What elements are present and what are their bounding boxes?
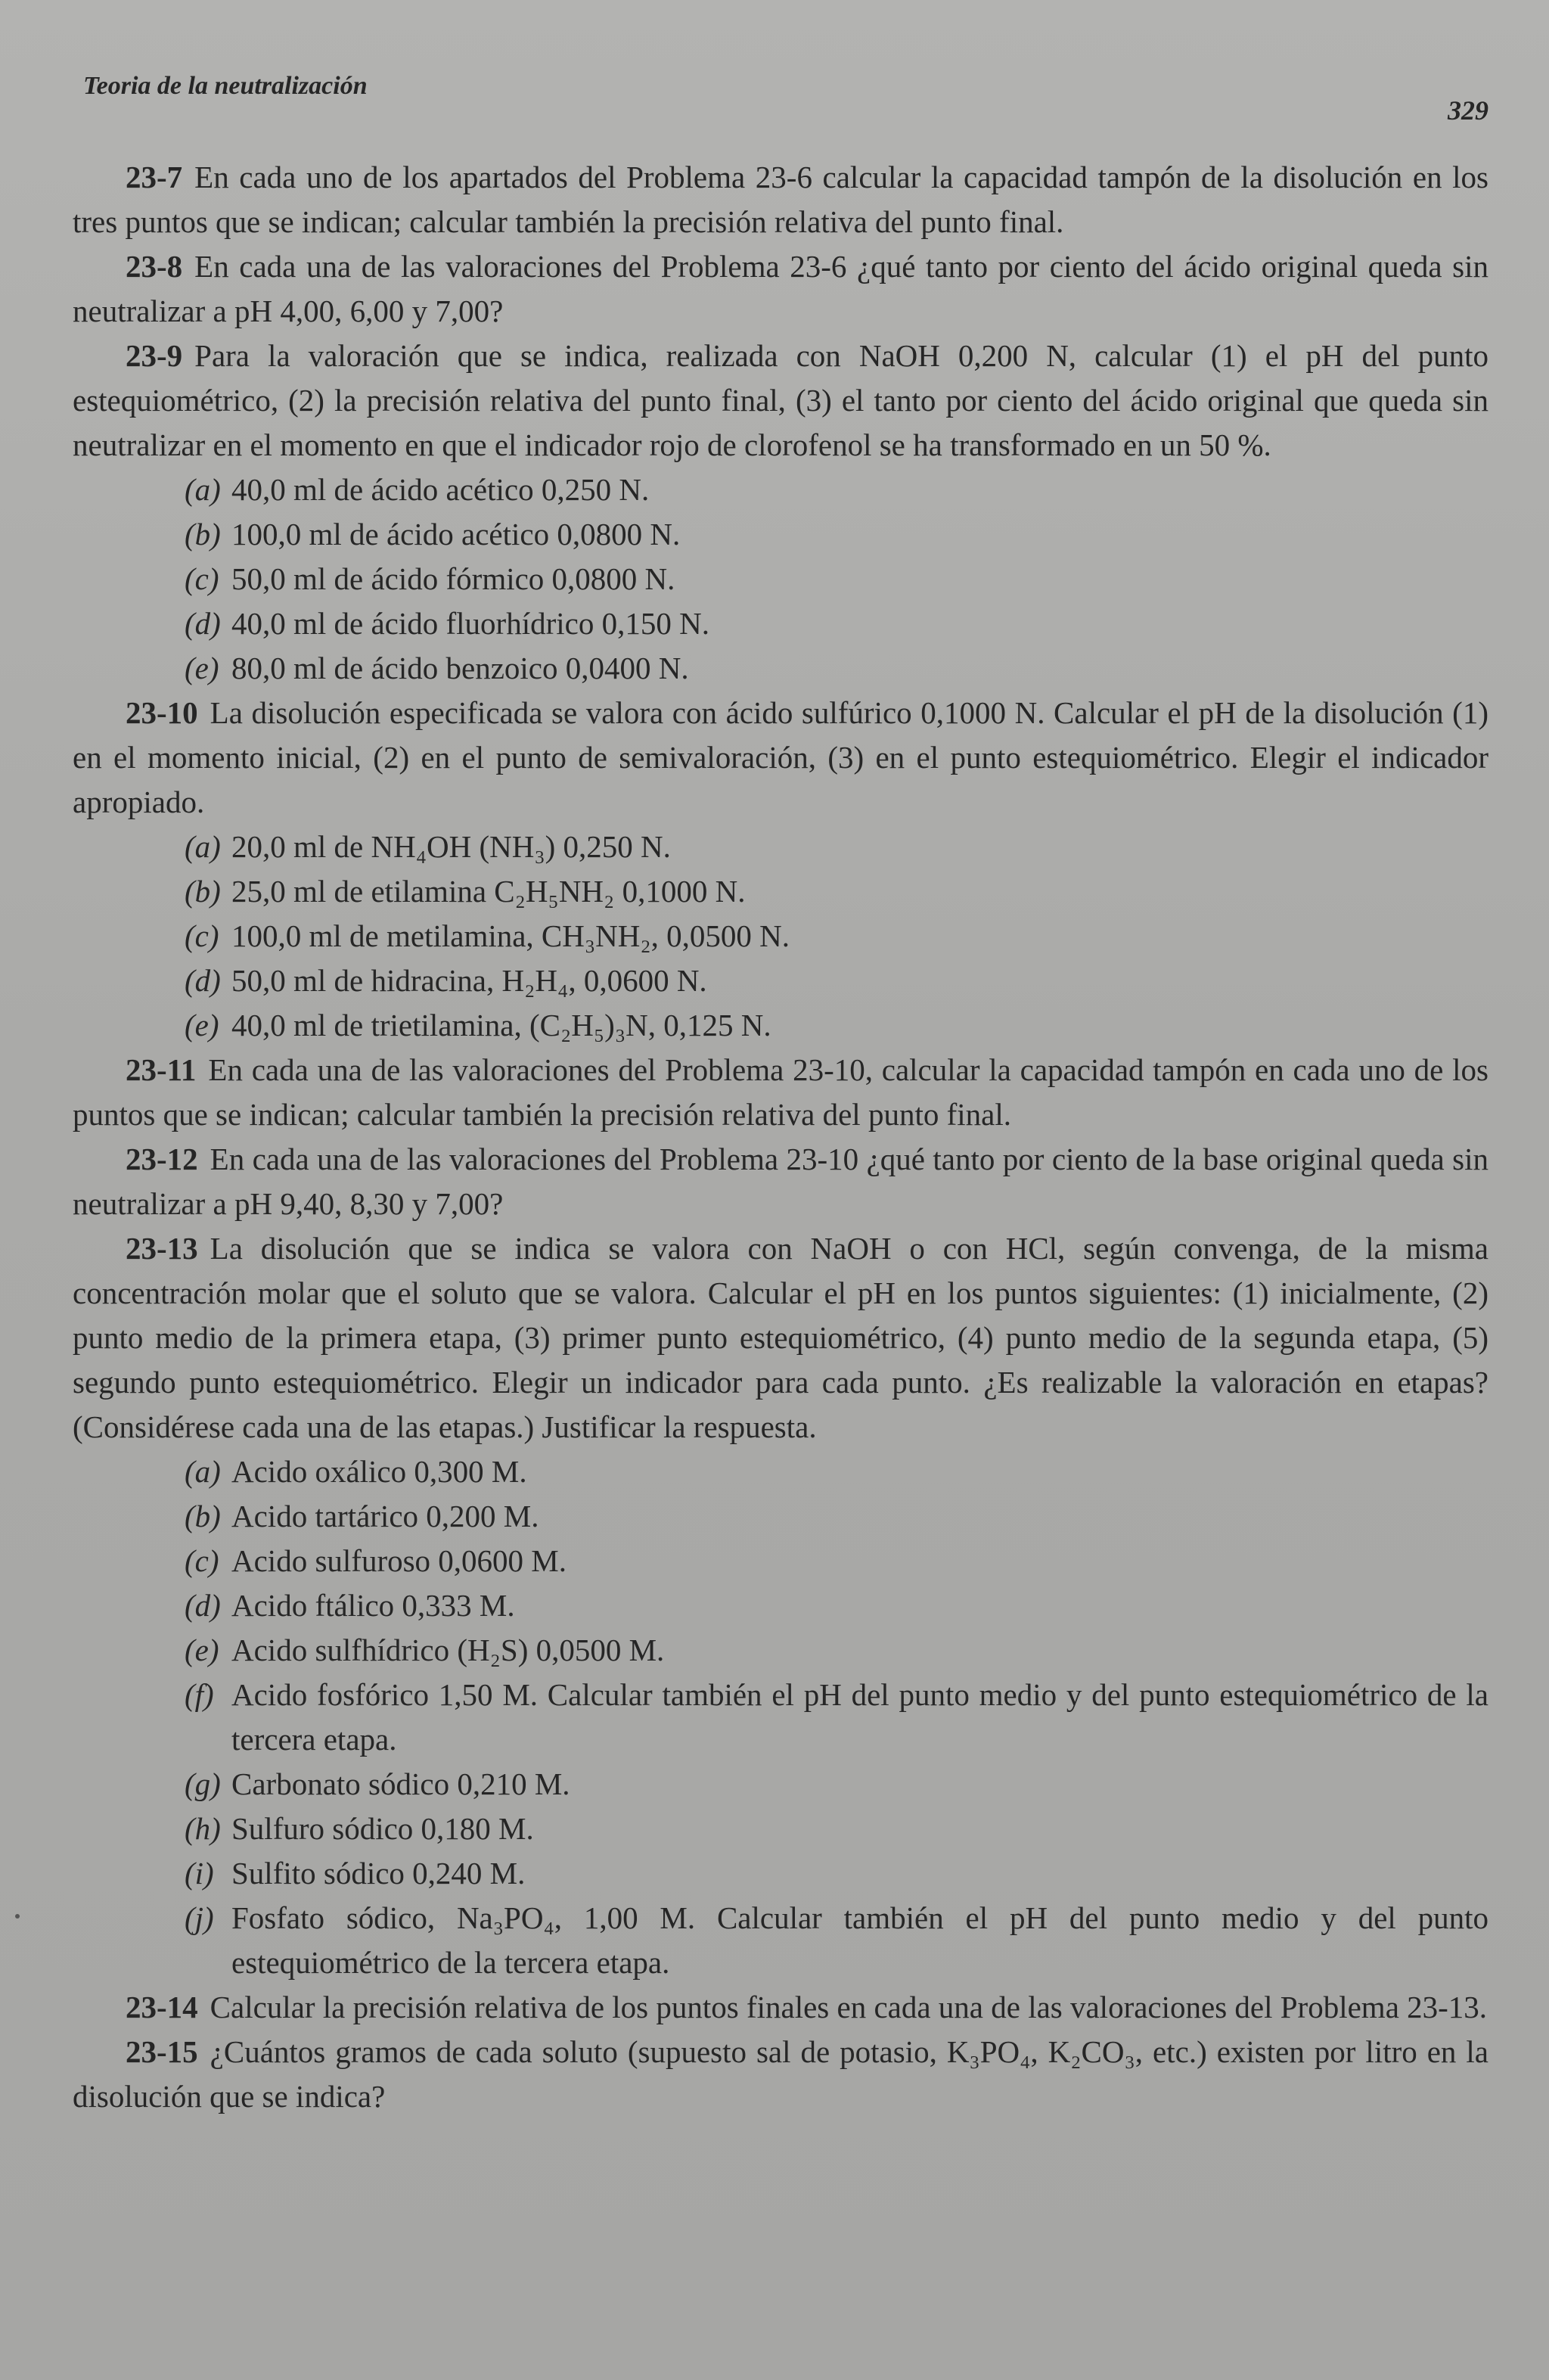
item-label: (a) xyxy=(185,1454,221,1489)
item-text: 40,0 ml de ácido acético 0,250 N. xyxy=(231,472,650,507)
item-text: Fosfato sódico, Na₃PO₄, 1,00 M. Calcular también el pH del punto medio y del punto estequiométrico de la tercera etapa. xyxy=(231,1900,1488,1980)
list-item xyxy=(73,1851,1488,1896)
item-label: (d) xyxy=(185,606,221,641)
list-item xyxy=(73,1673,1488,1762)
list-item xyxy=(73,1539,1488,1583)
problem-23-13 xyxy=(73,1226,1488,1449)
list-item xyxy=(73,601,1488,646)
problem-23-15 xyxy=(73,2030,1488,2119)
running-head: Teoria de la neutralización xyxy=(83,72,368,100)
list-item xyxy=(73,557,1488,601)
problem-number: 23-12 xyxy=(126,1142,198,1176)
list-item xyxy=(73,959,1488,1003)
problem-23-8 xyxy=(73,244,1488,334)
item-label: (c) xyxy=(185,1543,219,1578)
list-item xyxy=(73,646,1488,691)
problem-text: En cada una de las valoraciones del Problema 23-10, calcular la capacidad tampón en cada uno de los puntos que se indican; calcular también la precisión relativa del punto final. xyxy=(73,1052,1488,1132)
problem-number: 23-14 xyxy=(126,1990,198,2024)
item-text: 40,0 ml de ácido fluorhídrico 0,150 N. xyxy=(231,606,709,641)
item-label: (d) xyxy=(185,1588,221,1623)
item-label: (c) xyxy=(185,918,219,953)
list-item xyxy=(73,468,1488,512)
item-text: 25,0 ml de etilamina C₂H₅NH₂ 0,1000 N. xyxy=(231,874,746,909)
item-text: Acido ftálico 0,333 M. xyxy=(231,1588,515,1623)
item-label: (f) xyxy=(185,1677,214,1712)
item-text: 80,0 ml de ácido benzoico 0,0400 N. xyxy=(231,651,689,685)
item-label: (b) xyxy=(185,517,221,552)
list-item xyxy=(73,914,1488,959)
item-text: Sulfuro sódico 0,180 M. xyxy=(231,1811,534,1846)
item-text: 50,0 ml de ácido fórmico 0,0800 N. xyxy=(231,561,675,596)
problem-number: 23-15 xyxy=(126,2034,198,2069)
item-label: (j) xyxy=(185,1900,214,1935)
item-label: (c) xyxy=(185,561,219,596)
page-number: 329 xyxy=(1448,95,1488,126)
list-item xyxy=(73,1807,1488,1851)
item-text: Sulfito sódico 0,240 M. xyxy=(231,1856,526,1891)
problem-number: 23-8 xyxy=(126,249,183,284)
problem-text: La disolución que se indica se valora con NaOH o con HCl, según convenga, de la misma concentración molar que el soluto que se valora. Calcular el pH en los puntos siguientes: (1) inicialmente, (2) punto medio de la primera etapa, (3) primer punto estequiométrico, (4) punto medio de la segunda etapa, (5) segundo punto estequiométrico. Elegir un indicador para cada punto. ¿Es realizable la valoración en etapas? (Considérese cada una de las etapas.) Justificar la respuesta. xyxy=(73,1231,1488,1444)
problem-23-9 xyxy=(73,334,1488,468)
item-label: (e) xyxy=(185,1008,219,1042)
problem-list xyxy=(73,155,1488,2119)
item-label: (i) xyxy=(185,1856,214,1891)
margin-speck xyxy=(15,1914,20,1919)
problem-23-14 xyxy=(73,1985,1488,2030)
problem-number: 23-11 xyxy=(126,1052,197,1087)
list-item xyxy=(73,1628,1488,1673)
item-text: Acido oxálico 0,300 M. xyxy=(231,1454,527,1489)
item-text: Acido sulfuroso 0,0600 M. xyxy=(231,1543,567,1578)
item-text: Acido tartárico 0,200 M. xyxy=(231,1499,539,1533)
item-text: 100,0 ml de metilamina, CH₃NH₂, 0,0500 N. xyxy=(231,918,790,953)
item-label: (a) xyxy=(185,472,221,507)
problem-23-11 xyxy=(73,1048,1488,1137)
list-item xyxy=(73,1896,1488,1985)
item-label: (b) xyxy=(185,874,221,909)
list-item xyxy=(73,869,1488,914)
item-text: 40,0 ml de trietilamina, (C₂H₅)₃N, 0,125 N. xyxy=(231,1008,771,1042)
problem-23-10 xyxy=(73,691,1488,825)
item-text: Acido fosfórico 1,50 M. Calcular también el pH del punto medio y del punto estequiométrico de la tercera etapa. xyxy=(231,1677,1488,1757)
problem-text: En cada una de las valoraciones del Problema 23-10 ¿qué tanto por ciento de la base original queda sin neutralizar a pH 9,40, 8,30 y 7,00? xyxy=(73,1142,1488,1221)
list-item xyxy=(73,825,1488,869)
problem-number: 23-9 xyxy=(126,338,183,373)
problem-23-7 xyxy=(73,155,1488,244)
item-text: Acido sulfhídrico (H₂S) 0,0500 M. xyxy=(231,1633,665,1667)
problem-23-12 xyxy=(73,1137,1488,1226)
list-item xyxy=(73,1449,1488,1494)
problem-text: Calcular la precisión relativa de los puntos finales en cada una de las valoraciones del Problema 23-13. xyxy=(210,1990,1488,2024)
item-label: (e) xyxy=(185,1633,219,1667)
list-item xyxy=(73,1583,1488,1628)
problem-text: Para la valoración que se indica, realizada con NaOH 0,200 N, calcular (1) el pH del punto estequiométrico, (2) la precisión relativa del punto final, (3) el tanto por ciento del ácido original que queda sin neutralizar en el momento en que el indicador rojo de clorofenol se ha transformado en un 50 %. xyxy=(73,338,1488,462)
problem-number: 23-7 xyxy=(126,160,183,194)
item-text: 50,0 ml de hidracina, H₂H₄, 0,0600 N. xyxy=(231,963,707,998)
item-label: (e) xyxy=(185,651,219,685)
problem-text: En cada una de las valoraciones del Problema 23-6 ¿qué tanto por ciento del ácido original queda sin neutralizar a pH 4,00, 6,00 y 7,00? xyxy=(73,249,1488,328)
item-label: (a) xyxy=(185,829,221,864)
item-label: (h) xyxy=(185,1811,221,1846)
problem-number: 23-13 xyxy=(126,1231,198,1266)
problem-text: ¿Cuántos gramos de cada soluto (supuesto sal de potasio, K₃PO₄, K₂CO₃, etc.) existen por litro en la disolución que se indica? xyxy=(73,2034,1488,2114)
problem-text: La disolución especificada se valora con ácido sulfúrico 0,1000 N. Calcular el pH de la disolución (1) en el momento inicial, (2) en el punto de semivaloración, (3) en el punto estequiométrico. Elegir el indicador apropiado. xyxy=(73,695,1488,819)
list-item xyxy=(73,1003,1488,1048)
problem-text: En cada uno de los apartados del Problema 23-6 calcular la capacidad tampón de la disolución en los tres puntos que se indican; calcular también la precisión relativa del punto final. xyxy=(73,160,1488,239)
item-text: Carbonato sódico 0,210 M. xyxy=(231,1766,570,1801)
problem-number: 23-10 xyxy=(126,695,198,730)
item-label: (d) xyxy=(185,963,221,998)
item-label: (g) xyxy=(185,1766,221,1801)
item-text: 100,0 ml de ácido acético 0,0800 N. xyxy=(231,517,681,552)
list-item xyxy=(73,1494,1488,1539)
list-item xyxy=(73,512,1488,557)
item-label: (b) xyxy=(185,1499,221,1533)
item-text: 20,0 ml de NH₄OH (NH₃) 0,250 N. xyxy=(231,829,671,864)
list-item xyxy=(73,1762,1488,1807)
